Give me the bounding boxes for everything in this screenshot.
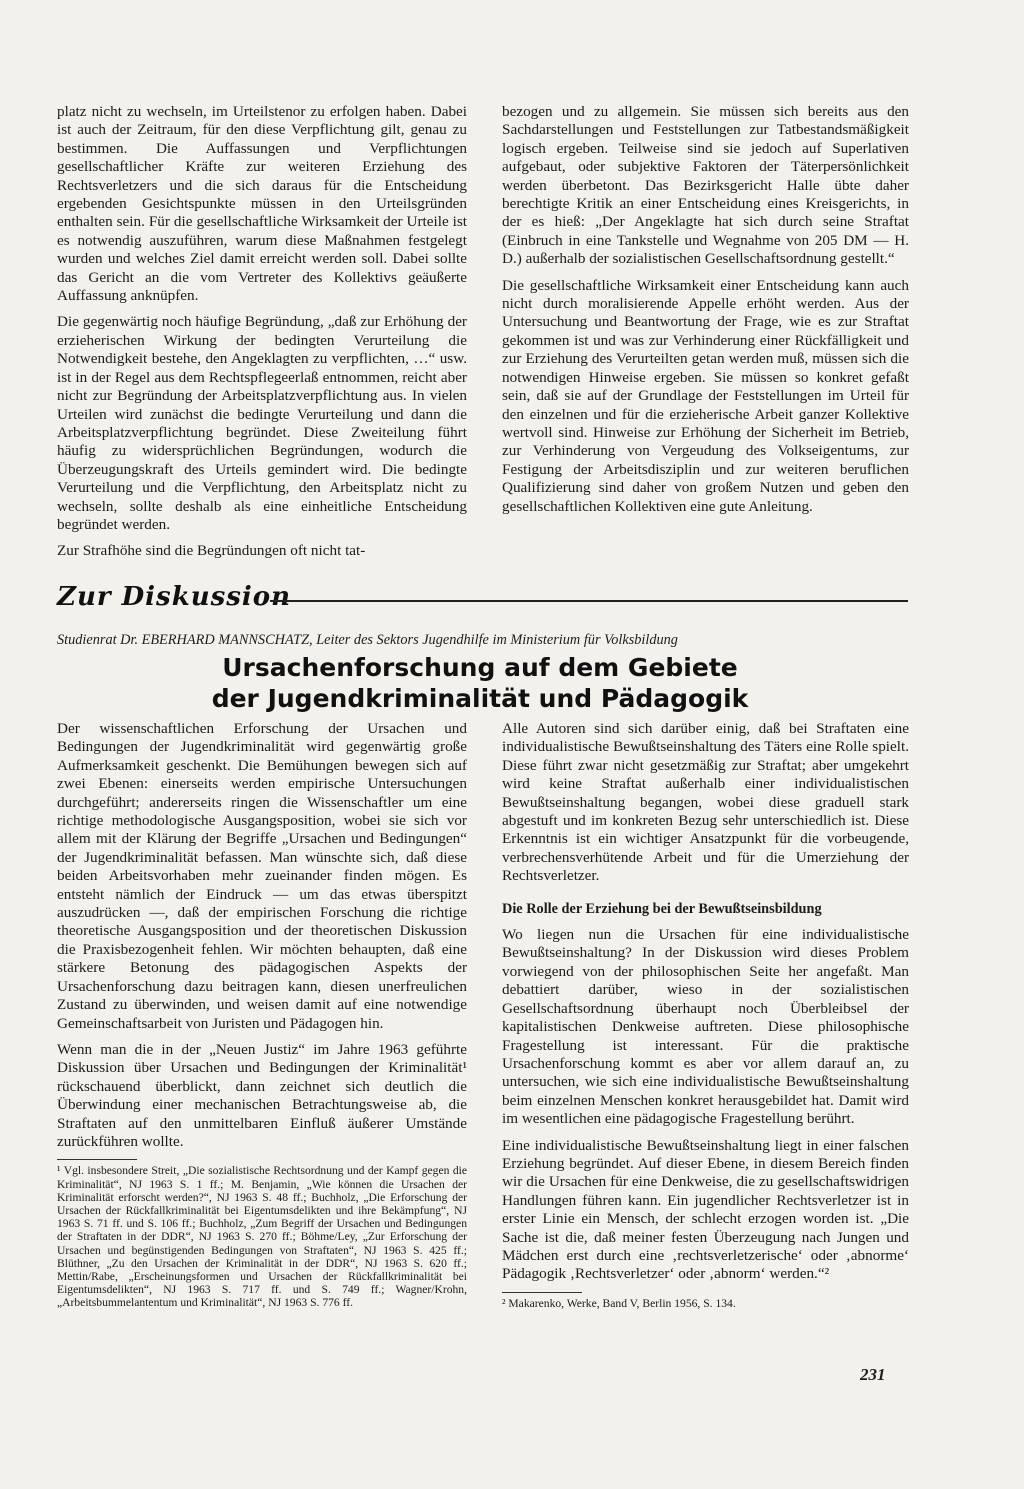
footnote: ² Makarenko, Werke, Band V, Berlin 1956, S. 134. (502, 1296, 736, 1310)
divider (270, 600, 908, 602)
paragraph: Wenn man die in der „Neuen Justiz“ im Jahre 1963 geführte Diskussion über Ursachen und Bedingungen der Kriminalität¹ rückschauend überblickt, dann zeichnet sich deutlich die Überwindung einer mechanischen Betrachtungsweise ab, die Straftaten auf den unmittelbaren Einfluß äußerer Umstände zurückführen wollte. (57, 1040, 467, 1150)
paragraph: platz nicht zu wechseln, im Urteilstenor zu erfolgen haben. Dabei ist auch der Zeitraum, für den diese Verpflichtung gilt, genau zu bestimmen. Die Auffassungen und Verpflichtungen gesellschaftlicher Kräfte zur weiteren Erziehung des Rechtsverletzers und die sich daraus für die Entscheidung ergebenden Gesichtspunkte müssen in den Urteilsgründen enthalten sein. Für die gesellschaftliche Wirksamkeit der Urteile ist es notwendig auszuführen, warum diese Maßnahmen festgelegt wurden und welches Ziel damit erreicht werden soll. Dabei sollte das Gericht an die vom Vertreter des Kollektivs geäußerte Auffassung anknüpfen. (57, 103, 467, 305)
paragraph: Alle Autoren sind sich darüber einig, daß bei Straftaten eine individualistische Bewußtseinshaltung des Täters eine Rolle spielt. Diese führt zwar nicht gesetzmäßig zur Straftat; aber umgekehrt wird keine Straftat außerhalb einer individualistischen Bewußtseinshaltung begangen, wobei diese graduell stark abgestuft und im konkreten Bezug sehr unterschiedlich ist. Diese Erkenntnis ist ein wichtiger Ansatzpunkt für die vorbeugende, verbrechensverhütende Arbeit und für die Umerziehung der Rechtsverletzer. (502, 720, 909, 885)
footnote-divider (502, 1292, 582, 1293)
paragraph: Zur Strafhöhe sind die Begründungen oft nicht tat- (57, 542, 366, 560)
section-label: Zur Diskussion (57, 582, 292, 612)
footnote: ¹ Vgl. insbesondere Streit, „Die sozialistische Rechtsordnung und der Kampf gegen die Kriminalität“, NJ 1963 S. 1 ff.; M. Benjamin, „Wie können die Ursachen der Kriminalität erforscht werden?“, NJ 1963 S. 48 ff.; Buchholz, „Die Erforschung der Ursachen der Rückfallkriminalität bei Eigentumsdelikten und ihre Bekämpfung“, NJ 1963 S. 71 ff. und S. 106 ff.; Buchholz, „Zum Begriff der Ursachen und Bedingungen der Straftaten in der DDR“, NJ 1963 S. 270 ff.; Böhme/Ley, „Zur Erforschung der Ursachen und begünstigenden Bedingungen von Straftaten“, NJ 1963 S. 425 ff.; Blüthner, „Zu den Ursachen der Kriminalität in der DDR“, NJ 1963 S. 620 ff.; Mettin/Rabe, „Erscheinungsformen und Ursachen der Rückfallkriminalität bei Eigentumsdelikten“, NJ 1963 S. 717 ff. und S. 749 ff.; Wagner/Krohn, „Arbeitsbummelantentum und Kriminalität“, NJ 1963 S. 776 ff. (57, 1164, 467, 1310)
title-line: Ursachenforschung auf dem Gebiete (222, 653, 738, 682)
article-title (100, 652, 860, 714)
author-line: Studienrat Dr. EBERHARD MANNSCHATZ, Leiter des Sektors Jugendhilfe im Ministerium für Volksbildung (57, 632, 678, 648)
paragraph: Die gegenwärtig noch häufige Begründung, „daß zur Erhöhung der erzieherischen Wirkung der bedingten Verurteilung die Notwendigkeit bestehe, den Angeklagten zu verpflichten, …“ usw. ist in der Regel aus dem Rechtspflegeerlaß entnommen, reicht aber nicht zur Begründung der Arbeitsplatzverpflichtung aus. In vielen Urteilen wird zunächst die bedingte Verurteilung und dann die Arbeitsplatzverpflichtung begründet. Diese Zweiteilung führt häufig zu widersprüchlichen Begründungen, wodurch die Überzeugungskraft des Urteils gemindert wird. Die bedingte Verurteilung und die Verpflichtung, den Arbeitsplatz nicht zu wechseln, sollte deshalb als eine einheitliche Entscheidung begründet werden. (57, 313, 467, 533)
paragraph: bezogen und zu allgemein. Sie müssen sich bereits aus den Sachdarstellungen und Feststellungen zur Tatbestandsmäßigkeit logisch ergeben. Teilweise sind sie jedoch auf Superlativen aufgebaut, oder subjektive Faktoren der Täterpersönlichkeit werden überbetont. Das Bezirksgericht Halle übte daher berechtigte Kritik an einer Entscheidung eines Kreisgerichts, in der es hieß: „Der Angeklagte hat sich durch seine Straftat (Einbruch in eine Tankstelle und Wegnahme von 205 DM — H. D.) außerhalb der sozialistischen Gesellschaftsordnung gestellt.“ (502, 103, 909, 268)
title-line: der Jugendkriminalität und Pädagogik (211, 684, 749, 713)
paragraph: Eine individualistische Bewußtseinshaltung liegt in einer falschen Erziehung begründet. Auf dieser Ebene, in diesem Bereich finden wir die Ursachen für eine Denkweise, die zu gesellschaftswidrigen Handlungen führen kann. Ein jugendlicher Rechtsverletzer ist in erster Linie ein Mensch, der schlecht erzogen worden ist. „Die Sache ist die, daß meiner festen Überzeugung nach Jungen und Mädchen erst durch eine ‚rechtsverletzerische‘ oder ‚abnorme‘ Pädagogik ‚Rechtsverletzer‘ oder ‚abnorm‘ werden.“² (502, 1136, 909, 1283)
paragraph: Der wissenschaftlichen Erforschung der Ursachen und Bedingungen der Jugendkriminalität wird gegenwärtig große Aufmerksamkeit geschenkt. Die Bemühungen bewegen sich auf zwei Ebenen: einerseits werden empirische Untersuchungen durchgeführt; andererseits ringen die Wissenschaftler um eine richtige methodologische Ausgangsposition, wobei sie sich vor allem mit der Klärung der Begriffe „Ursachen und Bedingungen“ der Jugendkriminalität befassen. Man wünschte sich, daß diese beiden Arbeitsvorhaben mehr zueinander finden mögen. Es entsteht nämlich der Eindruck — um das etwas überspitzt auszudrücken —, daß der empirischen Forschung die richtige theoretische Ausgangsposition und der theoretischen Diskussion die Praxisbezogenheit fehlen. Wir möchten behaupten, daß eine stärkere Betonung des pädagogischen Aspekts der Ursachenforschung dazu beitragen kann, diesen unerfreulichen Zustand zu überwinden, und weisen damit auf eine notwendige Gemeinschaftsarbeit von Juristen und Pädagogen hin. (57, 720, 467, 1032)
subheading: Die Rolle der Erziehung bei der Bewußtseinsbildung (502, 900, 822, 917)
top-left-column (57, 103, 467, 569)
footnote-divider (57, 1159, 137, 1160)
page-number: 231 (860, 1365, 886, 1384)
top-right-column (502, 103, 909, 524)
bottom-right-column (502, 720, 909, 1318)
paragraph: Wo liegen nun die Ursachen für eine individualistische Bewußtseinshaltung? In der Diskussion wird dieses Problem vorwiegend von der philosophischen Seite her angefaßt. Man debattiert darüber, wieso in der sozialistischen Gesellschaftsordnung überhaupt noch Überbleibsel der kapitalistischen Denkweise auftreten. Diese philosophische Fragestellung ist interessant. Für die praktische Ursachenforschung kommt es aber vor allem darauf an, zu untersuchen, wie sich eine individualistische Bewußtseinshaltung beim einzelnen Menschen konkret herausgebildet hat. Damit wird im wesentlichen eine pädagogische Fragestellung berührt. (502, 926, 909, 1128)
bottom-left-column (57, 720, 467, 1318)
paragraph: Die gesellschaftliche Wirksamkeit einer Entscheidung kann auch nicht durch moralisierende Appelle erhöht werden. Aus der Untersuchung und Beantwortung der Frage, wie es zur Straftat gekommen ist und was zur Verhinderung einer Rückfälligkeit und zur Erziehung des Verurteilten getan werden muß, müssen sich die notwendigen Hinweise ergeben. Sie müssen so konkret gefaßt sein, daß sie auf der Grundlage der Feststellungen im Urteil für den einzelnen und für die erzieherische Arbeit ganzer Kollektive wertvoll sind. Hinweise zur Erhöhung der Sicherheit im Betrieb, zur Verhinderung von Vergeudung des Volkseigentums, zur Festigung der Arbeitsdisziplin und zur weiteren beruflichen Qualifizierung sind daher von großem Nutzen und geben den gesellschaftlichen Kollektiven eine gute Anleitung. (502, 276, 909, 515)
